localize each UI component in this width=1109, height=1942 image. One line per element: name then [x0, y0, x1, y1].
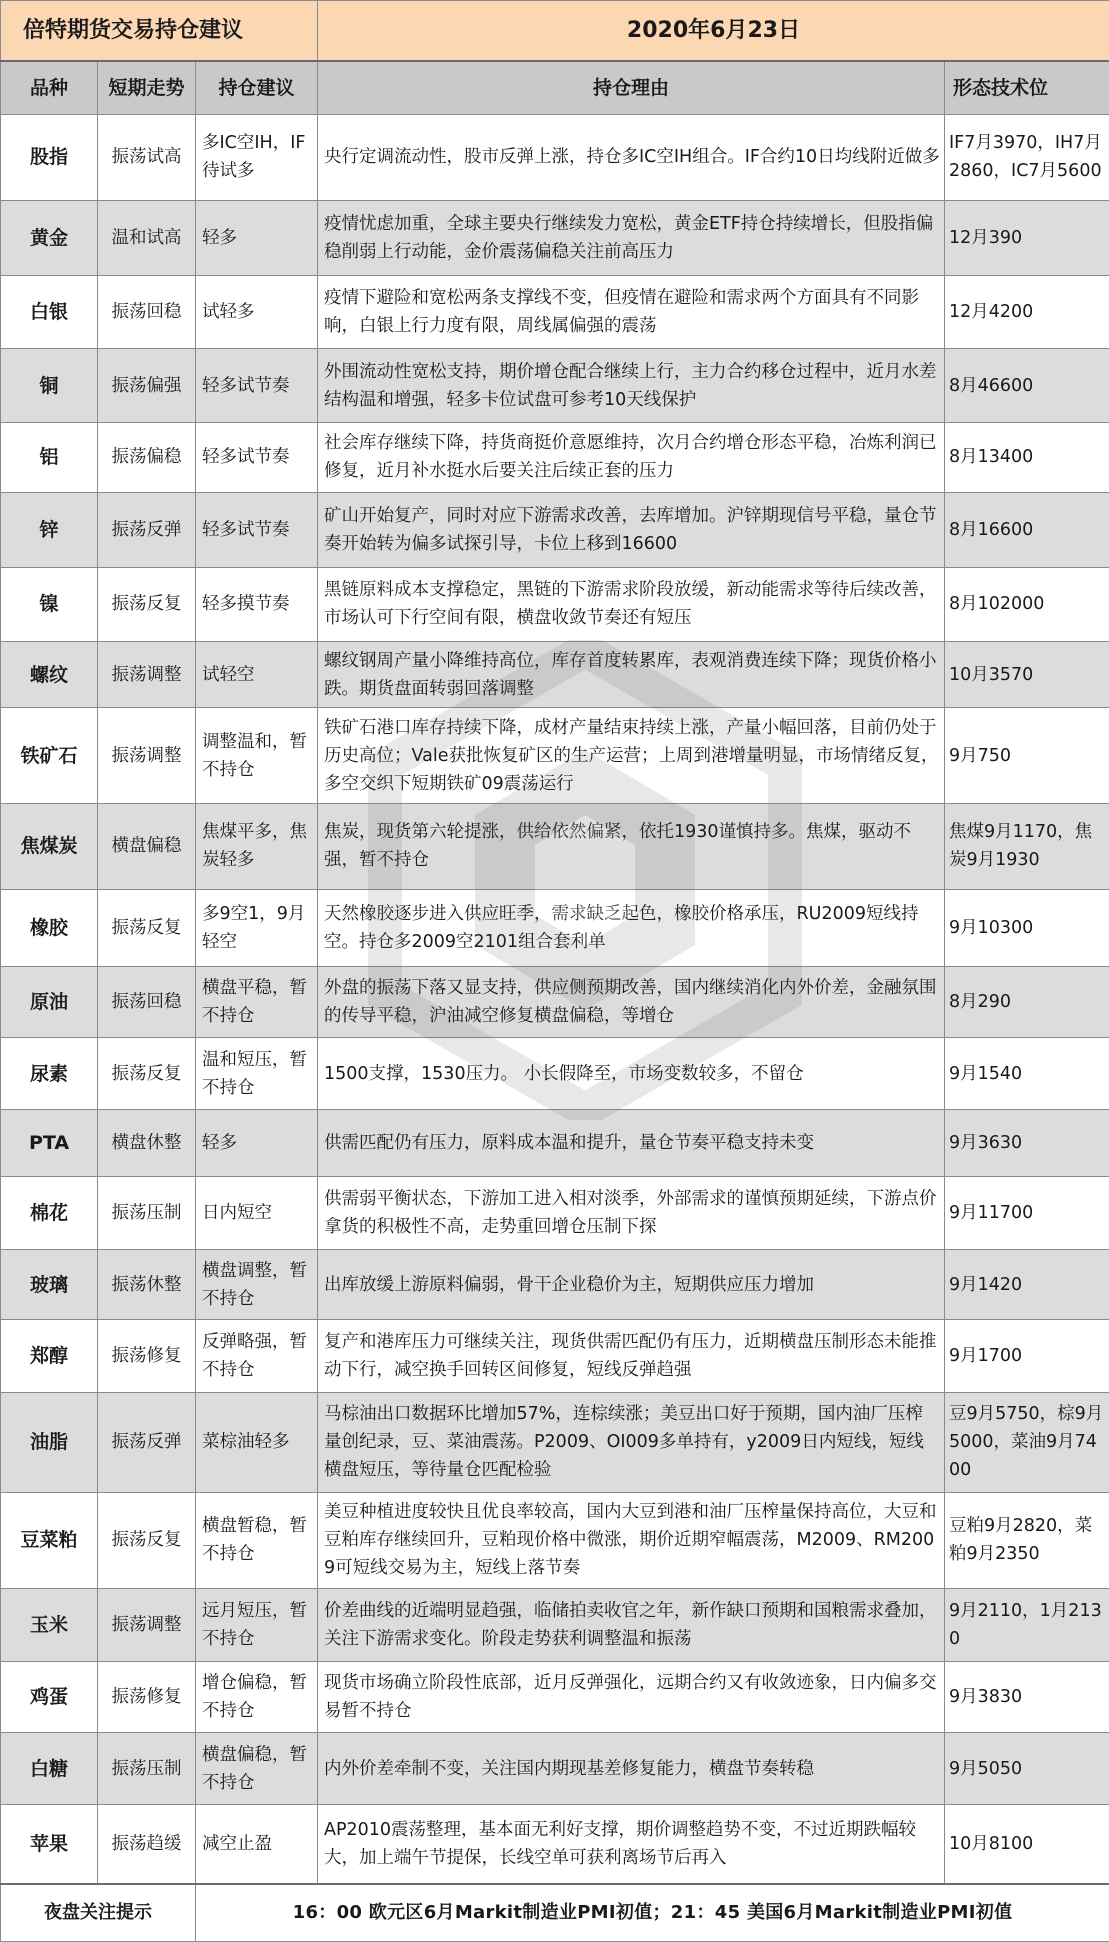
variety-cell: 棉花 [1, 1177, 98, 1250]
table-row [1, 493, 1109, 567]
advice-cell: 横盘调整，暂不持仓 [196, 1250, 318, 1319]
reason-cell: 社会库存继续下降，持货商挺价意愿维持，次月合约增仓形态平稳，冶炼利润已修复，近月补水挺水后要关注后续正套的压力 [318, 422, 945, 492]
trend-cell: 振荡趋缓 [98, 1804, 196, 1884]
table-row [1, 967, 1109, 1038]
reason-cell: 铁矿石港口库存持续下降，成材产量结束持续上涨，产量小幅回落，目前仍处于历史高位；Vale获批恢复矿区的生产运营；上周到港增量明显，市场情绪反复，多空交织下短期铁矿09震荡运行 [318, 708, 945, 804]
level-cell: 9月3830 [945, 1662, 1109, 1733]
variety-cell: 橡胶 [1, 889, 98, 966]
variety-cell: 铜 [1, 349, 98, 422]
variety-cell: 黄金 [1, 200, 98, 275]
advice-cell: 横盘偏稳，暂不持仓 [196, 1733, 318, 1804]
level-cell: 10月3570 [945, 641, 1109, 707]
level-cell: 12月4200 [945, 276, 1109, 349]
table-body [1, 115, 1109, 1885]
reason-cell: 黑链原料成本支撑稳定，黑链的下游需求阶段放缓，新动能需求等待后续改善，市场认可下行空间有限，横盘收敛节奏还有短压 [318, 567, 945, 641]
advice-cell: 增仓偏稳，暂不持仓 [196, 1662, 318, 1733]
advice-cell: 反弹略强，暂不持仓 [196, 1319, 318, 1392]
reason-cell: AP2010震荡整理，基本面无利好支撑，期价调整趋势不变，不过近期跌幅较大，加上端午节提保，长线空单可获利离场节后再入 [318, 1804, 945, 1884]
advice-cell: 菜棕油轻多 [196, 1393, 318, 1493]
reason-cell: 内外价差牵制不变，关注国内期现基差修复能力，横盘节奏转稳 [318, 1733, 945, 1804]
advice-cell: 轻多试节奏 [196, 422, 318, 492]
trend-cell: 温和试高 [98, 200, 196, 275]
table-row [1, 1319, 1109, 1392]
advice-cell: 温和短压，暂不持仓 [196, 1038, 318, 1109]
reason-cell: 供需匹配仍有压力，原料成本温和提升，量仓节奏平稳支持未变 [318, 1109, 945, 1176]
trend-cell: 振荡试高 [98, 115, 196, 201]
night-session-row [1, 1884, 1109, 1942]
variety-cell: 郑醇 [1, 1319, 98, 1392]
trend-cell: 振荡反复 [98, 889, 196, 966]
level-cell: 焦煤9月1170，焦炭9月1930 [945, 803, 1109, 889]
variety-cell: 苹果 [1, 1804, 98, 1884]
reason-cell: 天然橡胶逐步进入供应旺季，需求缺乏起色，橡胶价格承压，RU2009短线持空。持仓多2009空2101组合套利单 [318, 889, 945, 966]
reason-cell: 美豆种植进度较快且优良率较高，国内大豆到港和油厂压榨量保持高位，大豆和豆粕库存继续回升，豆粕现价格中微涨，期价近期窄幅震荡，M2009、RM2009可短线交易为主，短线上落节奏 [318, 1492, 945, 1588]
reason-cell: 外围流动性宽松支持，期价增仓配合继续上行，主力合约移仓过程中，近月水差结构温和增强，轻多卡位试盘可参考10天线保护 [318, 349, 945, 422]
reason-cell: 央行定调流动性，股市反弹上涨，持仓多IC空IH组合。IF合约10日均线附近做多 [318, 115, 945, 201]
advice-cell: 试轻空 [196, 641, 318, 707]
level-cell: 9月2110，1月2130 [945, 1588, 1109, 1661]
table-row [1, 1038, 1109, 1109]
level-cell: 8月102000 [945, 567, 1109, 641]
trend-cell: 振荡修复 [98, 1319, 196, 1392]
variety-cell: 螺纹 [1, 641, 98, 707]
trend-cell: 振荡压制 [98, 1177, 196, 1250]
reason-cell: 供需弱平衡状态，下游加工进入相对淡季，外部需求的谨慎预期延续，下游点价拿货的积极性不高，走势重回增仓压制下探 [318, 1177, 945, 1250]
reason-cell: 外盘的振荡下落又显支持，供应侧预期改善，国内继续消化内外价差，金融氛围的传导平稳，沪油减空修复横盘偏稳，等增仓 [318, 967, 945, 1038]
table-row [1, 1804, 1109, 1884]
reason-cell: 疫情忧虑加重，全球主要央行继续发力宽松，黄金ETF持仓持续增长，但股指偏稳削弱上行动能，金价震荡偏稳关注前高压力 [318, 200, 945, 275]
level-cell: 8月46600 [945, 349, 1109, 422]
trend-cell: 振荡调整 [98, 1588, 196, 1661]
variety-cell: 原油 [1, 967, 98, 1038]
reason-cell: 马棕油出口数据环比增加57%，连棕续涨；美豆出口好于预期，国内油厂压榨量创纪录，豆、菜油震荡。P2009、OI009多单持有，y2009日内短线，短线横盘短压，等待量仓匹配检验 [318, 1393, 945, 1493]
column-header-advice: 持仓建议 [196, 61, 318, 115]
variety-cell: 锌 [1, 493, 98, 567]
trend-cell: 振荡反弹 [98, 1393, 196, 1493]
level-cell: 9月10300 [945, 889, 1109, 966]
sheet-date: 2020年6月23日 [318, 1, 1109, 62]
level-cell: 12月390 [945, 200, 1109, 275]
level-cell: 9月5050 [945, 1733, 1109, 1804]
reason-cell: 螺纹钢周产量小降维持高位，库存首度转累库，表观消费连续下降；现货价格小跌。期货盘面转弱回落调整 [318, 641, 945, 707]
advice-cell: 多9空1，9月轻空 [196, 889, 318, 966]
trend-cell: 横盘偏稳 [98, 803, 196, 889]
trend-cell: 振荡偏强 [98, 349, 196, 422]
trend-cell: 振荡回稳 [98, 967, 196, 1038]
table-row [1, 349, 1109, 422]
reason-cell: 焦炭，现货第六轮提涨，供给依然偏紧，依托1930谨慎持多。焦煤，驱动不强，暂不持仓 [318, 803, 945, 889]
table-row [1, 1662, 1109, 1733]
table-row [1, 1492, 1109, 1588]
variety-cell: 铁矿石 [1, 708, 98, 804]
advice-cell: 试轻多 [196, 276, 318, 349]
reason-cell: 1500支撑，1530压力。 小长假降至，市场变数较多，不留仓 [318, 1038, 945, 1109]
variety-cell: 玉米 [1, 1588, 98, 1661]
reason-cell: 价差曲线的近端明显趋强，临储拍卖收官之年，新作缺口预期和国粮需求叠加，关注下游需求变化。阶段走势获利调整温和振荡 [318, 1588, 945, 1661]
advice-cell: 远月短压，暂不持仓 [196, 1588, 318, 1661]
table-row [1, 1733, 1109, 1804]
variety-cell: 股指 [1, 115, 98, 201]
reason-cell: 疫情下避险和宽松两条支撑线不变，但疫情在避险和需求两个方面具有不同影响，白银上行力度有限，周线属偏强的震荡 [318, 276, 945, 349]
table-row [1, 115, 1109, 201]
level-cell: 9月1420 [945, 1250, 1109, 1319]
column-header-variety: 品种 [1, 61, 98, 115]
table-row [1, 422, 1109, 492]
advice-cell: 日内短空 [196, 1177, 318, 1250]
level-cell: 9月1540 [945, 1038, 1109, 1109]
level-cell: 8月290 [945, 967, 1109, 1038]
advice-cell: 减空止盈 [196, 1804, 318, 1884]
title-row [1, 1, 1109, 62]
advice-cell: 横盘平稳，暂不持仓 [196, 967, 318, 1038]
level-cell: 豆9月5750，棕9月5000，菜油9月7400 [945, 1393, 1109, 1493]
trend-cell: 横盘休整 [98, 1109, 196, 1176]
table-row [1, 276, 1109, 349]
table-row [1, 567, 1109, 641]
variety-cell: PTA [1, 1109, 98, 1176]
level-cell: 10月8100 [945, 1804, 1109, 1884]
variety-cell: 玻璃 [1, 1250, 98, 1319]
table-row [1, 708, 1109, 804]
night-session-label: 夜盘关注提示 [1, 1884, 196, 1942]
advice-cell: 调整温和，暂不持仓 [196, 708, 318, 804]
level-cell: 8月16600 [945, 493, 1109, 567]
night-session-text: 16：00 欧元区6月Markit制造业PMI初值；21：45 美国6月Markit制造业PMI初值 [196, 1884, 1109, 1942]
level-cell: 9月11700 [945, 1177, 1109, 1250]
trend-cell: 振荡调整 [98, 708, 196, 804]
variety-cell: 白银 [1, 276, 98, 349]
variety-cell: 油脂 [1, 1393, 98, 1493]
table-row [1, 200, 1109, 275]
trend-cell: 振荡反复 [98, 1038, 196, 1109]
trend-cell: 振荡偏稳 [98, 422, 196, 492]
reason-cell: 现货市场确立阶段性底部，近月反弹强化，远期合约又有收敛迹象，日内偏多交易暂不持仓 [318, 1662, 945, 1733]
advice-cell: 轻多试节奏 [196, 349, 318, 422]
table-row [1, 1588, 1109, 1661]
column-header-trend: 短期走势 [98, 61, 196, 115]
reason-cell: 矿山开始复产，同时对应下游需求改善，去库增加。沪锌期现信号平稳，量仓节奏开始转为偏多试探引导，卡位上移到16600 [318, 493, 945, 567]
advice-cell: 轻多 [196, 200, 318, 275]
table-row [1, 1177, 1109, 1250]
level-cell: 豆粕9月2820，菜粕9月2350 [945, 1492, 1109, 1588]
trend-cell: 振荡反复 [98, 567, 196, 641]
variety-cell: 尿素 [1, 1038, 98, 1109]
advice-cell: 轻多试节奏 [196, 493, 318, 567]
advice-cell: 焦煤平多，焦炭轻多 [196, 803, 318, 889]
trend-cell: 振荡调整 [98, 641, 196, 707]
table-row [1, 889, 1109, 966]
trend-cell: 振荡反弹 [98, 493, 196, 567]
table-row [1, 1109, 1109, 1176]
trend-cell: 振荡压制 [98, 1733, 196, 1804]
advice-cell: 轻多 [196, 1109, 318, 1176]
variety-cell: 豆菜粕 [1, 1492, 98, 1588]
sheet-title: 倍特期货交易持仓建议 [1, 1, 318, 62]
reason-cell: 复产和港库压力可继续关注，现货供需匹配仍有压力，近期横盘压制形态未能推动下行，减空换手回转区间修复，短线反弹趋强 [318, 1319, 945, 1392]
level-cell: 9月3630 [945, 1109, 1109, 1176]
variety-cell: 镍 [1, 567, 98, 641]
trend-cell: 振荡修复 [98, 1662, 196, 1733]
variety-cell: 白糖 [1, 1733, 98, 1804]
reason-cell: 出库放缓上游原料偏弱，骨干企业稳价为主，短期供应压力增加 [318, 1250, 945, 1319]
level-cell: 9月750 [945, 708, 1109, 804]
advice-cell: 轻多摸节奏 [196, 567, 318, 641]
trend-cell: 振荡回稳 [98, 276, 196, 349]
variety-cell: 铝 [1, 422, 98, 492]
column-header-reason: 持仓理由 [318, 61, 945, 115]
trend-cell: 振荡休整 [98, 1250, 196, 1319]
table-row [1, 1250, 1109, 1319]
table-row [1, 1393, 1109, 1493]
level-cell: 8月13400 [945, 422, 1109, 492]
advice-cell: 多IC空IH，IF待试多 [196, 115, 318, 201]
advice-cell: 横盘暂稳，暂不持仓 [196, 1492, 318, 1588]
level-cell: IF7月3970，IH7月2860，IC7月5600 [945, 115, 1109, 201]
table-row [1, 803, 1109, 889]
variety-cell: 鸡蛋 [1, 1662, 98, 1733]
variety-cell: 焦煤炭 [1, 803, 98, 889]
column-header-level: 形态技术位 [945, 61, 1109, 115]
column-header-row [1, 61, 1109, 115]
table-row [1, 641, 1109, 707]
level-cell: 9月1700 [945, 1319, 1109, 1392]
trend-cell: 振荡反复 [98, 1492, 196, 1588]
